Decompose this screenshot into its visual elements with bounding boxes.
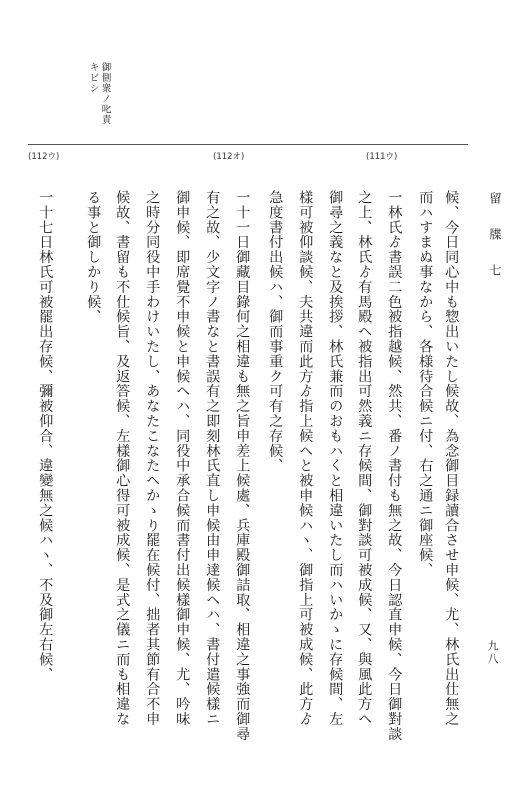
running-head-title: 留 牒 七 [488, 192, 502, 282]
text-column: 御申候、即席覺不申候と申候ヘハ、同役中承合候而書付出候樣御申候、尤、吟味 [174, 190, 191, 727]
folio-marker-111u: (111ウ) [366, 152, 398, 162]
text-column: 有之故、少文字ノ書なと書誤有之即刻林氏直し申候由申達候ヘハ、書付遣候樣ニ [204, 190, 221, 727]
text-column: 而ハすまぬ事なから、各様待合候ニ付、右之通ニ御座候、 [417, 190, 434, 578]
text-column: 候故、書留も不仕候旨、及返答候、左樣御心得可被成候、是式之儀ニ而も相違な [114, 190, 131, 727]
margin-note-line-1: 御側衆ノ叱責 [99, 62, 111, 125]
text-column: 之上、林氏ゟ有馬殿ヘ被指出可然義ニ存候間、御對談可被成候、又、與風此方ヘ [356, 190, 373, 727]
folio-marker-112o: (112オ) [213, 152, 245, 162]
text-column: 一十一日御藏目錄何之相違も無之旨申差上候處、兵庫殿御詰取、相違之事強而御尋 [234, 190, 251, 742]
page-number: 九八 [486, 640, 499, 666]
header-rule [28, 144, 468, 145]
text-column: 樣可被仰談候、夫共違而此方ゟ指上候ヘと被申候ハヽ、御指上可被成候、此方ゟ [297, 190, 314, 727]
text-column: 急度書付出候ハ、御而事重ク可有之存候、 [267, 190, 284, 474]
text-column: 一林氏ゟ書誤二色被指越候、然共、番ノ書付も無之故、今日認直申候、今日御對談 [386, 190, 403, 742]
text-column: 一十七日林氏可被罷出存候、彌被仰合、違變無之候ハヽ、不及御左右候、 [37, 190, 54, 682]
margin-note-line-2: キビシ [87, 62, 99, 94]
text-column: 候、今日同心中も惣出いたし候故、為念御目録讀合させ申候、尤、林氏出仕無之 [443, 190, 460, 727]
text-column: 御尋之義なと及挨拶、林氏兼而のおもハくと相違いたし而ハいかゝに存候間、左 [327, 190, 344, 727]
text-column: 之時分同役中手わけいたし、あなたこなたヘかゝり罷在候付、拙者其節有合不申 [144, 190, 161, 727]
folio-marker-112u: (112ウ) [28, 152, 60, 162]
text-column: る事と御しかり候、 [85, 190, 102, 325]
